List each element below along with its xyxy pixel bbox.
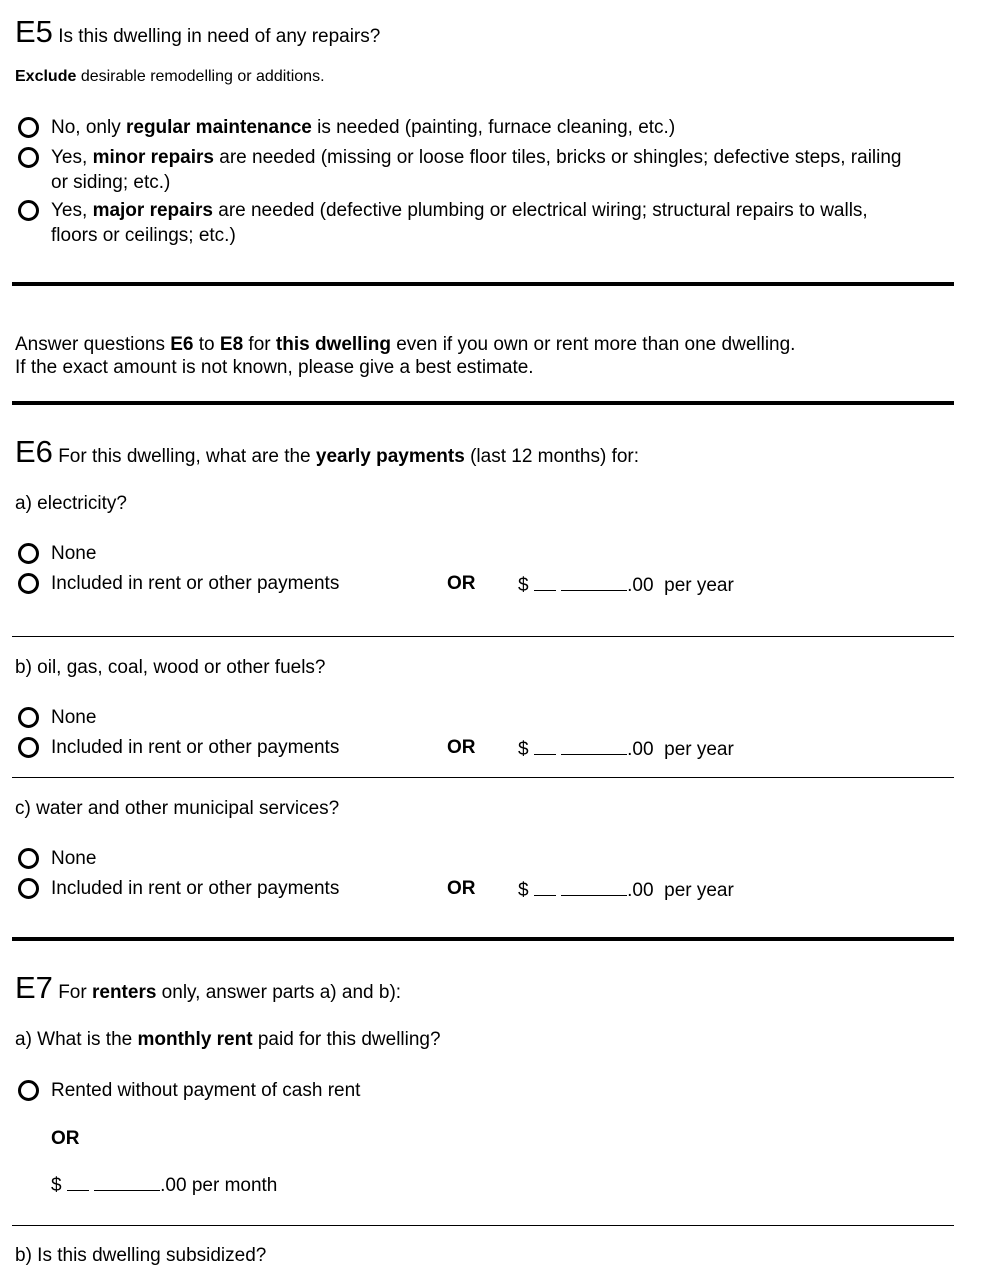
e5-exclude-rest: desirable remodelling or additions. [80, 68, 325, 85]
e6-header: E6 For this dwelling, what are the yearly payments (last 12 months) for: [15, 434, 640, 469]
e7-part-b-label: b) Is this dwelling subsidized? [15, 1245, 267, 1266]
instructions: Answer questions E6 to E8 for this dwelling even if you own or rent more than one dwelling. If the exact amount is not known, please give a best estimate. [15, 334, 796, 378]
e7-part-a-label: a) What is the monthly rent paid for this dwelling? [15, 1029, 441, 1050]
e7a-rented-radio[interactable] [18, 1080, 39, 1101]
e7-header: E7 For renters only, answer parts a) and b): [15, 970, 402, 1005]
e6c-amount: $ .00 per year [518, 880, 734, 901]
e6a-included-label: Included in rent or other payments [51, 573, 340, 594]
divider-e6 [12, 937, 954, 941]
e5-option-3-label: Yes, major repairs are needed (defective plumbing or electrical wiring; structural repairs to walls, floors or ceilings; etc.) [51, 200, 868, 246]
divider-e7a [12, 1225, 954, 1226]
e6b-amount-field-2[interactable] [561, 737, 627, 755]
e6-part-c-label: c) water and other municipal services? [15, 798, 340, 819]
e6c-none-radio[interactable] [18, 848, 39, 869]
e6a-included-radio[interactable] [18, 573, 39, 594]
e5-exclude-note [15, 68, 325, 86]
e6a-none-radio[interactable] [18, 543, 39, 564]
e5-number: E5 [15, 14, 53, 49]
e6-part-b-label: b) oil, gas, coal, wood or other fuels? [15, 657, 326, 678]
instructions-line2: If the exact amount is not known, please give a best estimate. [15, 357, 534, 378]
e5-option-3-radio[interactable] [18, 200, 39, 221]
e6a-amount-field-2[interactable] [561, 573, 627, 591]
e7a-or: OR [51, 1128, 80, 1149]
e6b-none-radio[interactable] [18, 707, 39, 728]
e5-option-2-label: Yes, minor repairs are needed (missing or loose floor tiles, bricks or shingles; defective steps, railing or siding; etc.) [51, 147, 902, 193]
e6b-amount-field-1[interactable] [534, 737, 556, 755]
e7-number: E7 [15, 970, 53, 1005]
e5-option-1-label: No, only regular maintenance is needed (painting, furnace cleaning, etc.) [51, 117, 676, 138]
divider-e6b [12, 777, 954, 778]
e6b-or: OR [447, 737, 476, 758]
e6c-none-label: None [51, 848, 97, 869]
divider-e5 [12, 282, 954, 286]
e6c-or: OR [447, 878, 476, 899]
e6b-included-label: Included in rent or other payments [51, 737, 340, 758]
e6b-amount: $ .00 per year [518, 739, 734, 760]
e6a-none-label: None [51, 543, 97, 564]
e7a-amount-field-1[interactable] [67, 1173, 89, 1191]
e5-exclude-bold: Exclude [15, 68, 77, 85]
e7a-rented-label: Rented without payment of cash rent [51, 1080, 361, 1101]
e6c-amount-field-1[interactable] [534, 878, 556, 896]
e7a-amount: $ .00 per month [51, 1175, 278, 1196]
e7a-amount-field-2[interactable] [94, 1173, 160, 1191]
e6a-amount-field-1[interactable] [534, 573, 556, 591]
e6a-or: OR [447, 573, 476, 594]
e5-option-1-radio[interactable] [18, 117, 39, 138]
e6c-amount-field-2[interactable] [561, 878, 627, 896]
e5-question: Is this dwelling in need of any repairs? [58, 26, 381, 47]
e6b-none-label: None [51, 707, 97, 728]
e6a-amount: $ .00 per year [518, 575, 734, 596]
divider-e6a [12, 636, 954, 637]
e6c-included-label: Included in rent or other payments [51, 878, 340, 899]
e6b-included-radio[interactable] [18, 737, 39, 758]
e6-number: E6 [15, 434, 53, 469]
e5-option-2-radio[interactable] [18, 147, 39, 168]
divider-instructions [12, 401, 954, 405]
e5-header [15, 16, 380, 48]
e6c-included-radio[interactable] [18, 878, 39, 899]
e6-part-a-label: a) electricity? [15, 493, 127, 514]
